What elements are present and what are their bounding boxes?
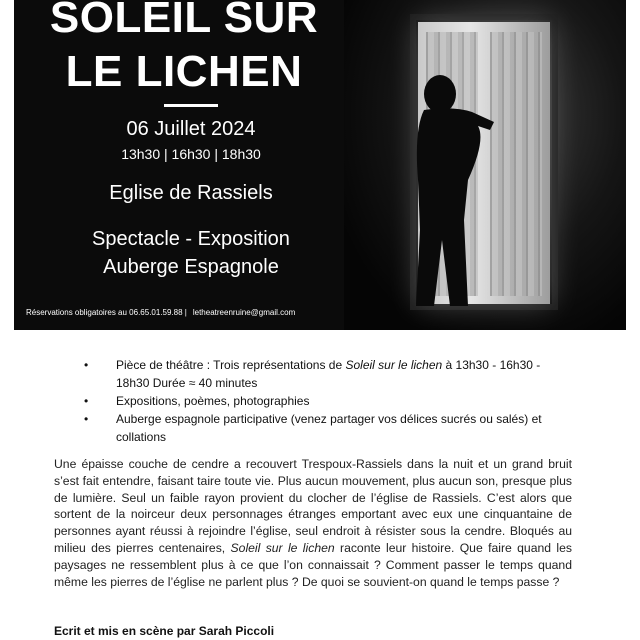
synopsis-paragraph [54, 456, 572, 590]
synopsis-part2: raconte leur histoire. Que faire quand les paysages ne ressemblent plus à ce que l’on connaissait ? Comment passer le temps quand même les pierres de l’église ne parlent plus ? De quoi se souvient-on quand le temps passe ? [54, 540, 572, 589]
bullet-icon: • [84, 394, 89, 408]
reservation-email[interactable]: letheatreenruine@gmail.com [192, 308, 296, 317]
program-line1: Spectacle - Exposition [92, 228, 290, 250]
bullet-icon: • [84, 358, 89, 372]
bullet-text-prefix: Pièce de théâtre : Trois représentations de [116, 358, 346, 372]
program-list [84, 356, 568, 446]
bullet-text-suffix: à 13h30 - 16h30 - 18h30 Durée ≈ 40 minutes [116, 358, 541, 390]
synopsis-part1: Une épaisse couche de cendre a recouvert Trespoux-Rassiels dans la nuit et un grand bruit s’est fait entendre, faisant taire toute vie. Plus aucun mouvement, plus aucun son, presque plus de lumière. Seul un faible rayon provient du clocher de l’église de Rassiels. C’est alors que sortent de la noirceur deux personnages étranges emportant avec eux une cinquantaine de personnes ayant réussi à rejoindre l’église, seul endroit à résister sous la cendre. Bloqués au milieu des pierres centenaires, [54, 457, 572, 555]
event-date: 06 Juillet 2024 [126, 118, 256, 140]
poster-title-line1: SOLEIL SUR [49, 0, 319, 42]
reservation-phone: Réservations obligatoires au 06.65.01.59.88 | [26, 308, 187, 317]
event-times: 13h30 | 16h30 | 18h30 [121, 146, 261, 162]
bullet-text: Expositions, poèmes, photographies [116, 394, 310, 408]
person-silhouette [394, 70, 504, 310]
author-credit: Ecrit et mis en scène par Sarah Piccoli [54, 624, 275, 638]
title-divider [164, 104, 218, 107]
bullet-text: Auberge espagnole participative (venez partager vos délices sucrés ou salés) et collations [116, 412, 542, 444]
program-line2: Auberge Espagnole [103, 256, 279, 278]
bullet-icon: • [84, 412, 89, 426]
list-item [84, 410, 568, 446]
list-item [84, 392, 568, 410]
poster-title-line2: LE LICHEN [65, 47, 303, 96]
event-poster [14, 0, 626, 330]
event-venue: Eglise de Rassiels [109, 182, 273, 204]
reservation-info [26, 308, 295, 317]
synopsis-play-title: Soleil sur le lichen [230, 540, 335, 555]
play-title: Soleil sur le lichen [345, 358, 443, 372]
list-item [84, 356, 568, 392]
